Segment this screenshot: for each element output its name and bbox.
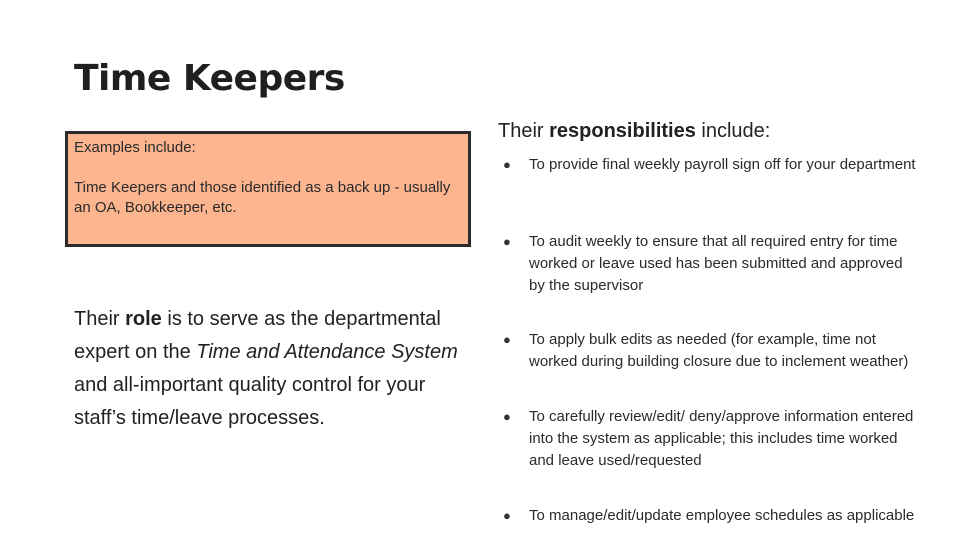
role-description xyxy=(74,303,469,435)
bullet-icon: ● xyxy=(503,332,511,347)
bullet-icon: ● xyxy=(503,508,511,523)
heading-text-part: include: xyxy=(695,120,771,142)
list-item-text: To provide final weekly payroll sign off for your department xyxy=(529,156,916,173)
examples-heading: Examples include: xyxy=(74,139,196,156)
role-text-part: Their xyxy=(74,308,126,330)
list-item-text: To audit weekly to ensure that all required entry for time worked or leave used has been submitted and approved by the supervisor xyxy=(529,233,903,294)
role-text-part: and all-important quality control for your staff’s time/leave processes. xyxy=(74,374,426,429)
bullet-icon: ● xyxy=(503,409,511,424)
list-item xyxy=(503,329,923,373)
heading-text-part: Their xyxy=(498,120,550,142)
list-item-text: To apply bulk edits as needed (for example, time not worked during building closure due to inclement weather) xyxy=(529,331,909,370)
bullet-icon: ● xyxy=(503,157,511,172)
responsibilities-keyword: responsibilities xyxy=(549,120,696,142)
bullet-icon: ● xyxy=(503,234,511,249)
responsibilities-heading xyxy=(498,120,770,143)
system-name: Time and Attendance System xyxy=(196,341,458,363)
list-item xyxy=(503,406,923,472)
page-title: Time Keepers xyxy=(74,58,345,99)
list-item xyxy=(503,505,923,527)
examples-body: Time Keepers and those identified as a back up - usually an OA, Bookkeeper, etc. xyxy=(74,179,451,216)
list-item-text: To manage/edit/update employee schedules as applicable xyxy=(529,507,915,524)
role-keyword: role xyxy=(125,308,162,330)
list-item xyxy=(503,231,923,297)
role-text-part: is to serve as the departmental expert on the xyxy=(74,308,441,363)
examples-callout-box xyxy=(65,131,471,247)
list-item-text: To carefully review/edit/ deny/approve information entered into the system as applicable; this includes time worked and leave used/requested xyxy=(529,408,914,469)
list-item xyxy=(503,154,923,176)
